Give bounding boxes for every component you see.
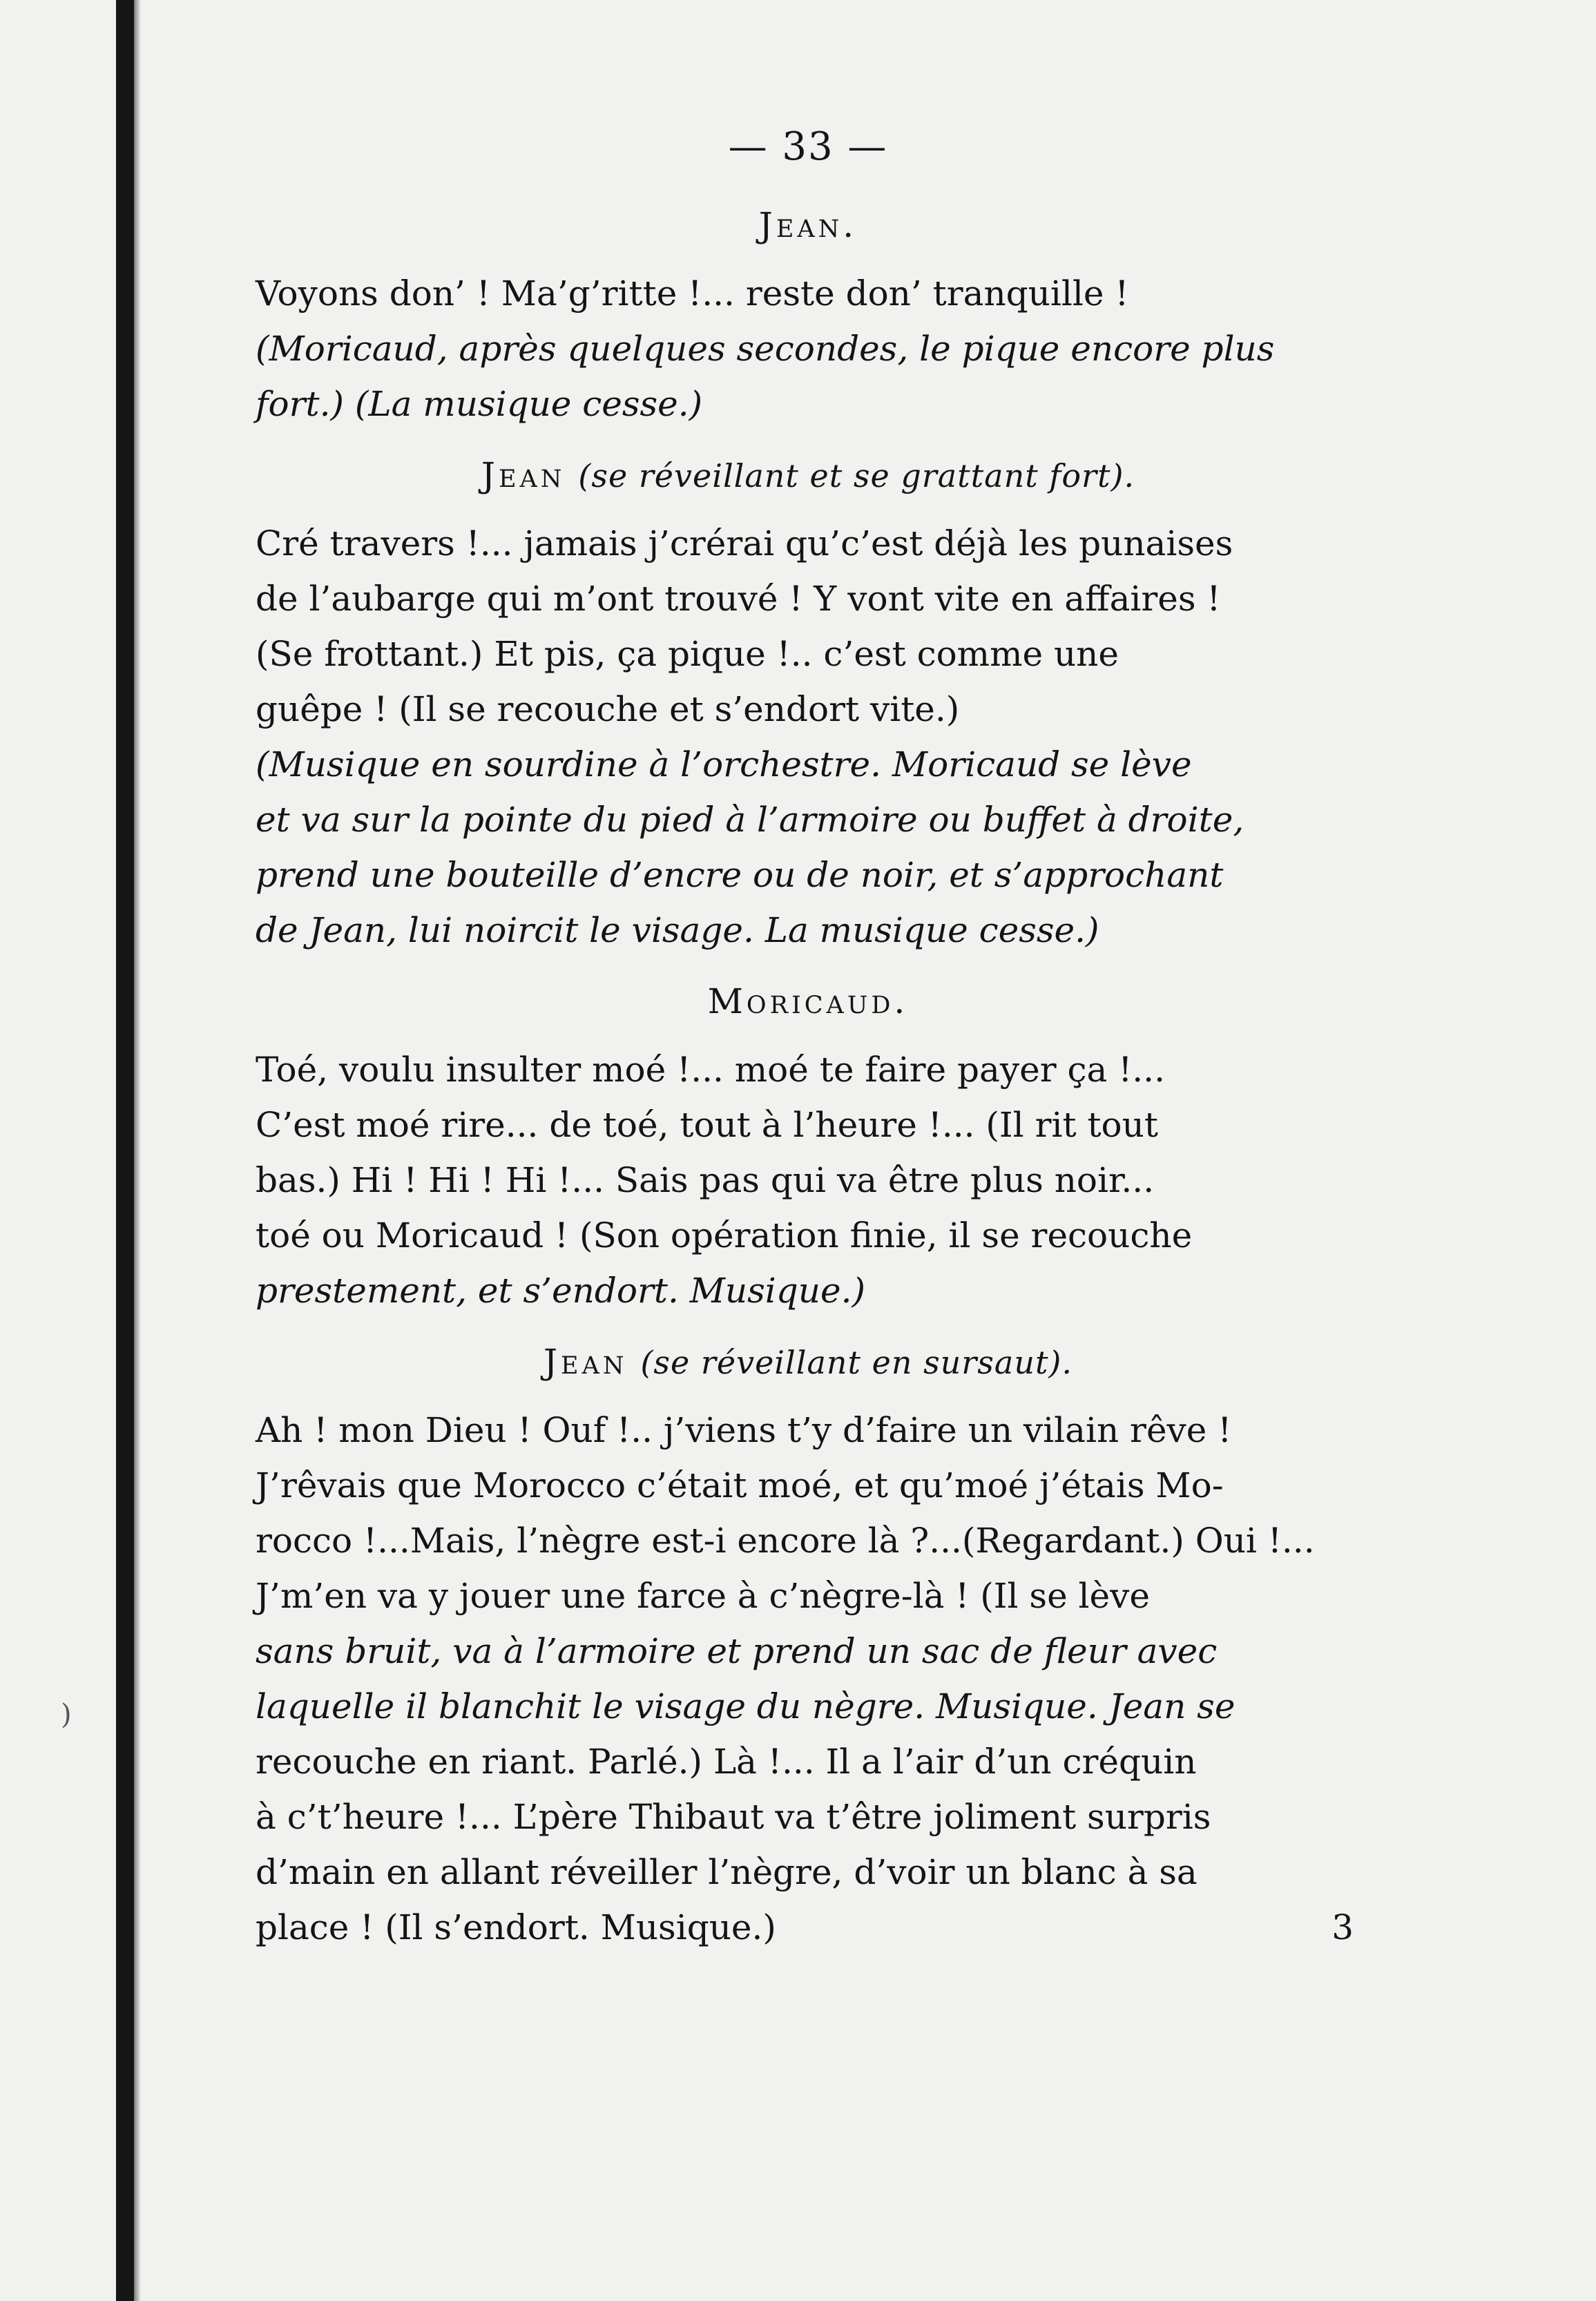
speaker-heading [256,205,1361,245]
text-line: J’rêvais que Morocco c’était moé, et qu’moé j’étais Mo- [256,1465,1224,1505]
speaker-heading [256,1342,1361,1382]
text-line: bas.) Hi ! Hi ! Hi !... Sais pas qui va être plus noir... [256,1160,1155,1200]
speaker-heading [256,981,1361,1021]
section-jean-2 [256,455,1361,958]
text-line: (Se frottant.) Et pis, ça pique !.. c’est comme une [256,634,1119,674]
margin-mark: ) [61,1699,72,1731]
text-line: de Jean, lui noircit le visage. La musique cesse.) [256,910,1099,950]
text-line: (Musique en sourdine à l’orchestre. Moricaud se lève [256,744,1192,784]
text-line: Cré travers !... jamais j’crérai qu’c’est déjà les punaises [256,523,1233,564]
signature-mark: 3 [1331,1907,1354,1947]
stage-direction: (se réveillant en sursaut). [640,1344,1073,1381]
text-line: prend une bouteille d’encre ou de noir, et s’approchant [256,855,1224,895]
text-line: sans bruit, va à l’armoire et prend un sac de fleur avec [256,1631,1218,1671]
text-line: laquelle il blanchit le visage du nègre. Musique. Jean se [256,1686,1236,1726]
book-spine [116,0,134,2301]
section-moricaud [256,981,1361,1318]
text-line: C’est moé rire... de toé, tout à l’heure !... (Il rit tout [256,1105,1158,1145]
text-line: à c’t’heure !... L’père Thibaut va t’être joliment surpris [256,1797,1211,1837]
spine-shadow [134,0,141,2301]
text-line: fort.) (La musique cesse.) [256,384,703,424]
speaker-name: Moricaud. [707,981,909,1021]
stage-direction: (se réveillant et se grattant fort). [578,457,1135,494]
text-line: Ah ! mon Dieu ! Ouf !.. j’viens t’y d’faire un vilain rêve ! [256,1410,1232,1450]
page-number: — 33 — [728,124,888,169]
text-line: J’m’en va y jouer une farce à c’nègre-là ! (Il se lève [256,1576,1150,1616]
text-line: toé ou Moricaud ! (Son opération finie, il se recouche [256,1215,1193,1255]
text-line: recouche en riant. Parlé.) Là !... Il a l’air d’un créquin [256,1742,1197,1782]
text-line-final: place ! (Il s’endort. Musique.) 3 [256,1900,1361,1955]
text-line: Voyons don’ ! Ma’g’ritte !... reste don’ tranquille ! [256,273,1129,314]
text-line: prestement, et s’endort. Musique.) [256,1271,865,1311]
section-jean-3 [256,1342,1361,1955]
text-line: (Moricaud, après quelques secondes, le pique encore plus [256,329,1275,369]
speaker-name: Jean [481,455,566,495]
text-line: d’main en allant réveiller l’nègre, d’voir un blanc à sa [256,1852,1198,1892]
text-line: Toé, voulu insulter moé !... moé te faire payer ça !... [256,1050,1165,1090]
text-line: guêpe ! (Il se recouche et s’endort vite.) [256,689,960,729]
text-line: rocco !...Mais, l’nègre est-i encore là ?...(Regardant.) Oui !... [256,1521,1315,1561]
page-content [256,124,1361,1979]
speaker-heading [256,455,1361,495]
speaker-name: Jean [543,1342,628,1382]
section-jean-1 [256,205,1361,432]
text-line: et va sur la pointe du pied à l’armoire ou buffet à droite, [256,800,1244,840]
speaker-name: Jean. [758,205,858,245]
text-line: de l’aubarge qui m’ont trouvé ! Y vont vite en affaires ! [256,579,1221,619]
